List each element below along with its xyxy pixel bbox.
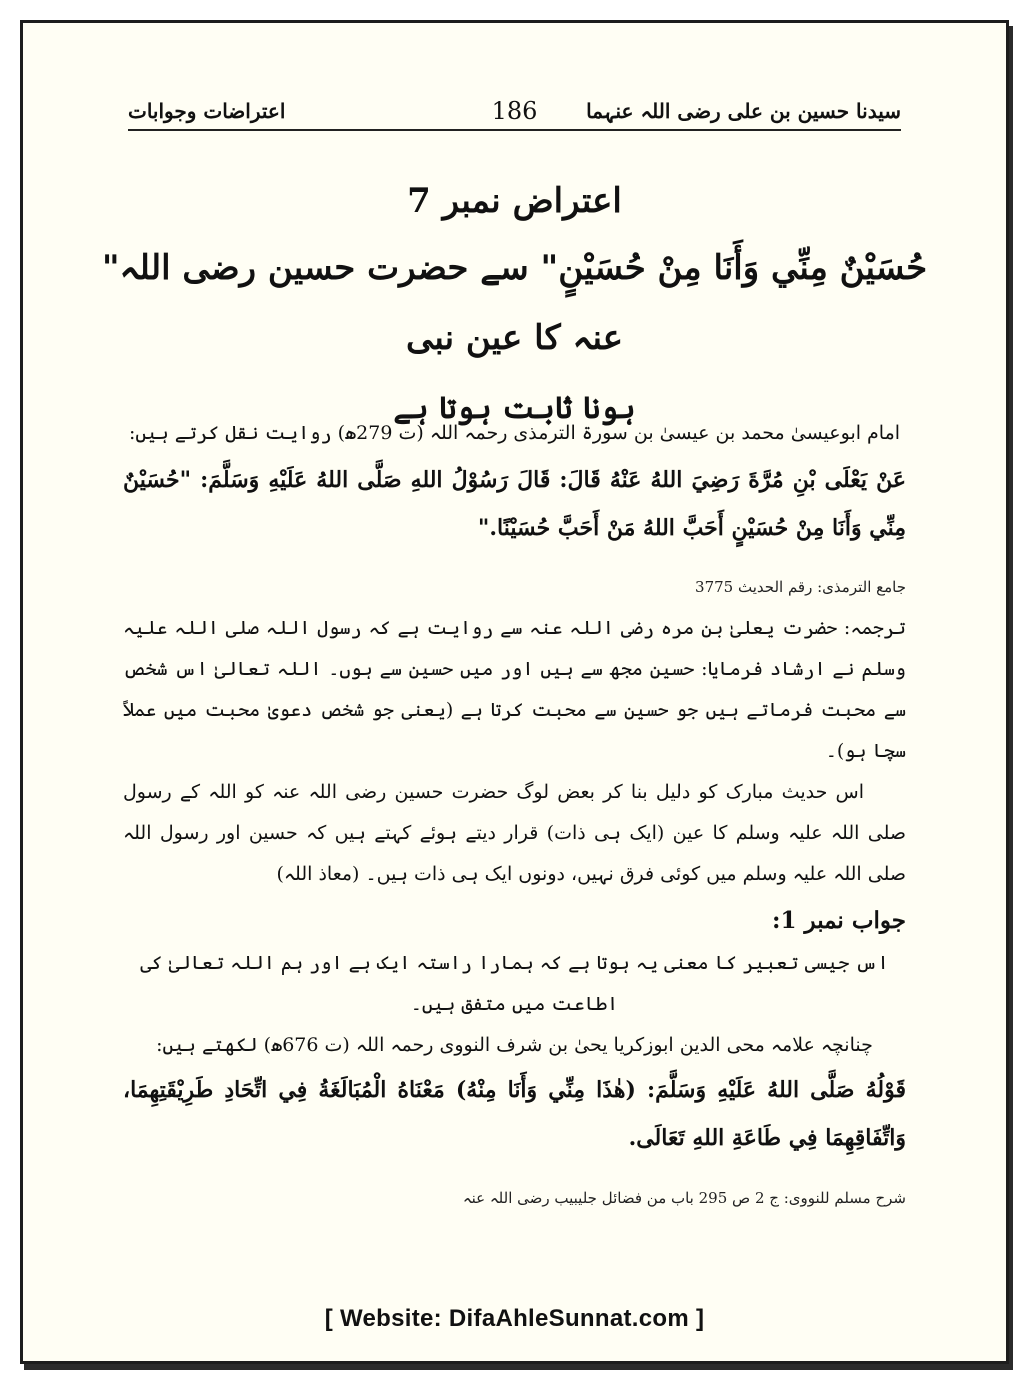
arabic-hadith: عَنْ يَعْلَى بْنِ مُرَّةَ رَضِيَ اللهُ عَنْهُ قَالَ: قَالَ رَسُوْلُ اللهِ صَلَّى اللهُ عَلَيْهِ وَسَلَّمَ: "حُسَيْنٌ مِنِّي وَأَنَا مِنْ حُسَيْنٍ أَحَبَّ اللهُ مَنْ أَحَبَّ حُسَيْنًا.": [123, 467, 906, 541]
objection-number-title: اعتراض نمبر 7: [407, 181, 622, 221]
answer-line-2: چنانچہ علامہ محی الدین ابوزکریا یحیٰ بن شرف النووی رحمہ اللہ (ت 676ھ) لکھتے ہیں:: [156, 1034, 873, 1056]
hadith-reference: جامع الترمذی: رقم الحدیث 3775: [695, 578, 906, 596]
nawawi-reference: شرح مسلم للنووی: ج 2 ص 295 باب من فضائل جلیبیب رضی اللہ عنہ: [462, 1189, 906, 1207]
page-frame: [20, 20, 1009, 1364]
hadith-intro: امام ابوعیسیٰ محمد بن عیسیٰ بن سورۃ الترمذی رحمہ اللہ (ت 279ھ) روایت نقل کرتے ہیں:: [128, 422, 901, 444]
running-header: [128, 89, 901, 131]
objection-title-line-2: ہونا ثابت ہوتا ہے: [393, 391, 636, 426]
page-number: 186: [491, 97, 538, 125]
body-text: [123, 413, 906, 1212]
answer-line-1: اس جیسی تعبیر کا معنی یہ ہوتا ہے کہ ہمارا راستہ ایک ہے اور ہم اللہ تعالیٰ کی اطاعت میں متفق ہیں۔: [140, 952, 889, 1015]
chapter-titles: [83, 173, 946, 437]
objection-paragraph: اس حدیث مبارک کو دلیل بنا کر بعض لوگ حضرت حسین رضی اللہ عنہ کو اللہ کے رسول صلی اللہ علیہ وسلم کا عین (ایک ہی ذات) قرار دیتے ہوئے کہتے ہیں کہ حسین اور رسول اللہ صلی اللہ علیہ وسلم میں کوئی فرق نہیں، دونوں ایک ہی ذات ہیں۔ (معاذ اللہ): [123, 781, 906, 885]
header-section-title: اعتراضات وجوابات: [128, 99, 286, 123]
website-footer: [ Website: DifaAhleSunnat.com ]: [324, 1305, 705, 1332]
answer-heading: جواب نمبر 1:: [771, 907, 906, 934]
translation-paragraph: ترجمہ: حضرت یعلیٰ بن مرہ رضی اللہ عنہ سے روایت ہے کہ رسول اللہ صلی اللہ علیہ وسلم نے ارشاد فرمایا: حسین مجھ سے ہیں اور میں حسین سے ہوں۔ اللہ تعالیٰ اس شخص سے محبت فرماتے ہیں جو حسین سے محبت کرتا ہے (یعنی جو شخص دعویٰ محبت میں عملاً سچا ہو)۔: [123, 617, 906, 762]
objection-title-line-1: "حُسَيْنٌ مِنِّي وَأَنَا مِنْ حُسَيْنٍ" سے حضرت حسین رضی اللہ عنہ کا عین نبی: [101, 248, 928, 358]
header-book-title: سیدنا حسین بن علی رضی اللہ عنہما: [586, 99, 901, 123]
arabic-nawawi-quote: قَوْلُهُ صَلَّى اللهُ عَلَيْهِ وَسَلَّمَ: (هٰذَا مِنِّي وَأَنَا مِنْهُ) مَعْنَاهُ الْمُبَالَغَةُ فِي اتِّحَادِ طَرِيْقَتِهِمَا، وَاتِّفَاقِهِمَا فِي طَاعَةِ اللهِ تَعَالَى.: [123, 1077, 906, 1151]
